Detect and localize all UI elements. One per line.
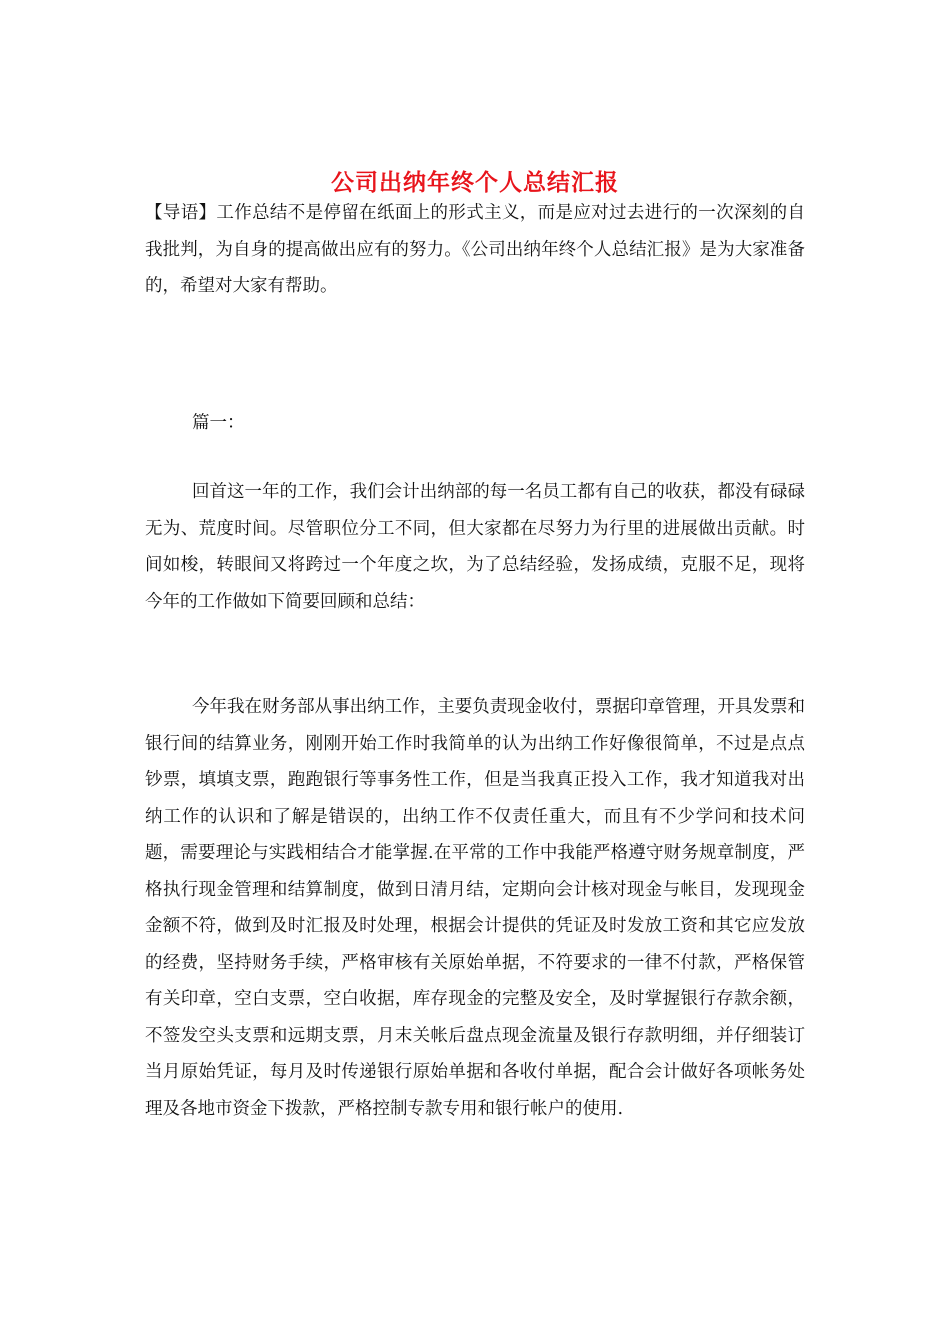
body-paragraph-1: 回首这一年的工作，我们会计出纳部的每一名员工都有自己的收获，都没有碌碌无为、荒度时间。尽管职位分工不同，但大家都在尽努力为行里的进展做出贡献。时间如梭，转眼间又将跨过一个年度之坎，为了总结经验，发扬成绩，克服不足，现将今年的工作做如下简要回顾和总结： bbox=[145, 482, 805, 612]
body-paragraph-2: 今年我在财务部从事出纳工作，主要负责现金收付，票据印章管理，开具发票和银行间的结算业务，刚刚开始工作时我简单的认为出纳工作好像很简单，不过是点点钞票，填填支票，跑跑银行等事务性工作，但是当我真正投入工作，我才知道我对出纳工作的认识和了解是错误的，出纳工作不仅责任重大，而且有不少学问和技术问题，需要理论与实践相结合才能掌握.在平常的工作中我能严格遵守财务规章制度，严格执行现金管理和结算制度，做到日清月结，定期向会计核对现金与帐目，发现现金金额不符，做到及时汇报及时处理，根据会计提供的凭证及时发放工资和其它应发放的经费，坚持财务手续，严格审核有关原始单据，不符要求的一律不付款，严格保管有关印章，空白支票，空白收据，库存现金的完整及安全，及时掌握银行存款余额，不签发空头支票和远期支票，月末关帐后盘点现金流量及银行存款明细，并仔细装订当月原始凭证，每月及时传递银行原始单据和各收付单据，配合会计做好各项帐务处理及各地市资金下拨款，严格控制专款专用和银行帐户的使用. bbox=[145, 697, 805, 1119]
document-title: 公司出纳年终个人总结汇报 bbox=[331, 170, 619, 197]
section-label: 篇一： bbox=[192, 413, 245, 433]
intro-paragraph: 【导语】工作总结不是停留在纸面上的形式主义，而是应对过去进行的一次深刻的自我批判，为自身的提高做出应有的努力。《公司出纳年终个人总结汇报》是为大家准备的，希望对大家有帮助。 bbox=[145, 203, 805, 296]
